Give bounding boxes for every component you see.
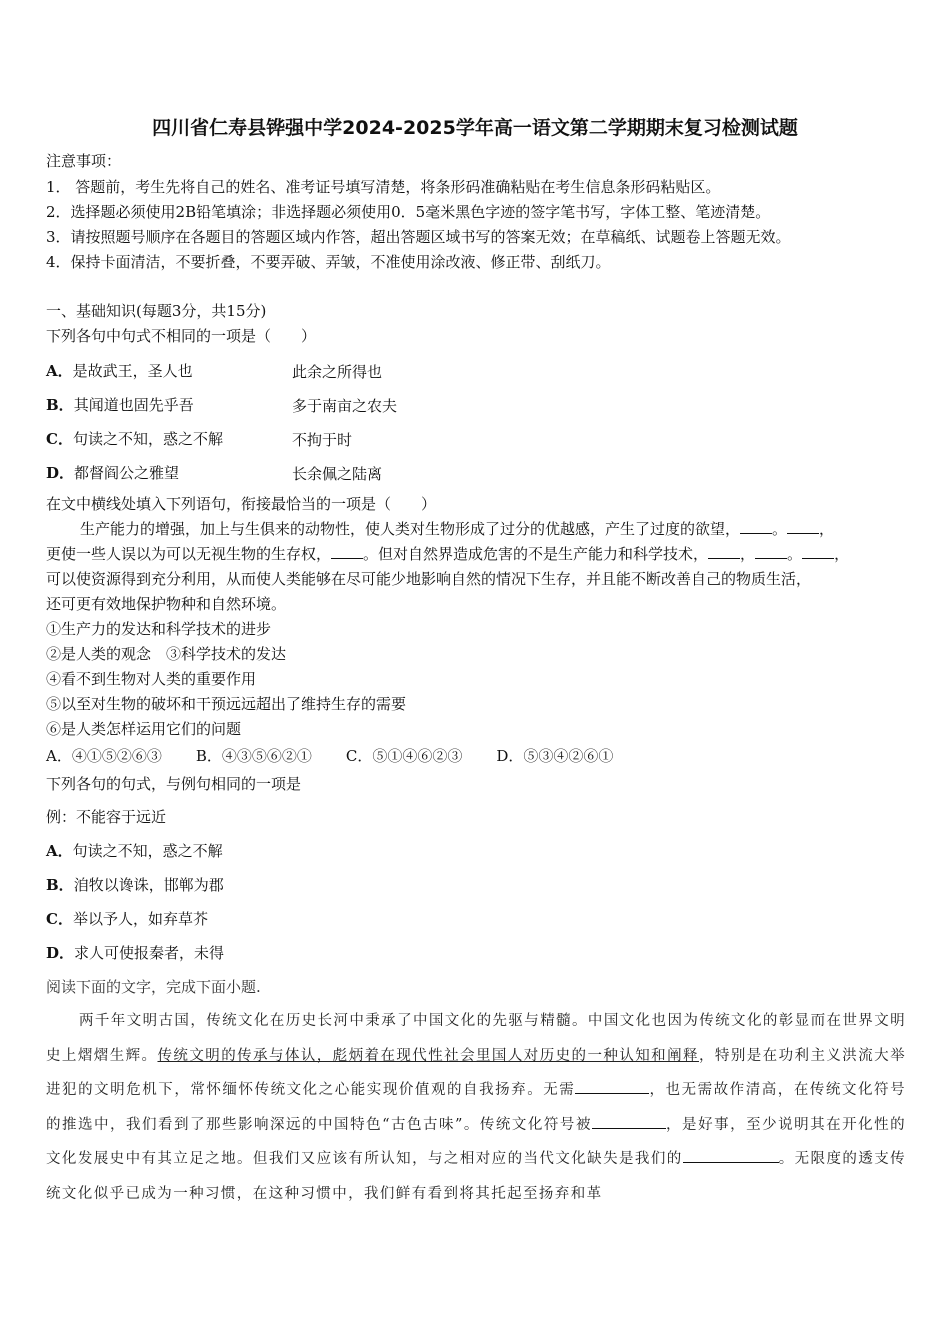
option-left: 是故武王，圣人也 [72, 362, 193, 380]
option-c [46, 429, 223, 449]
q2-text-line-1 [80, 519, 834, 539]
option-b [46, 875, 224, 895]
underlined-sentence: 传统文明的传承与体认，彪炳着在现代性社会里国人对历史的一种认知和阐释 [157, 1047, 699, 1064]
reading-instruction: 阅读下面的文字，完成下面小题. [46, 978, 261, 996]
reading-passage [46, 1004, 906, 1211]
notice-item: 3．请按照题号顺序在各题目的答题区域内作答，超出答题区域书写的答案无效；在草稿纸、试题卷上答题无效。 [46, 228, 791, 246]
question-stem: 在文中横线处填入下列语句，衔接最恰当的一项是（ ） [46, 495, 437, 513]
answer-option: D．⑤③④②⑥① [496, 747, 614, 765]
notice-item: 2．选择题必须使用2B铅笔填涂；非选择题必须使用0．5毫米黑色字迹的签字笔书写，字体工整、笔迹清楚。 [46, 203, 771, 221]
answer-blank [755, 544, 787, 559]
page-title: 四川省仁寿县铧强中学2024-2025学年高一语文第二学期期末复习检测试题 [152, 117, 798, 139]
option-left: 都督阎公之雅望 [74, 464, 180, 482]
q2-answer-options [46, 745, 647, 766]
question-stem: 下列各句中句式不相同的一项是（ ） [46, 327, 317, 345]
option-label: C． [46, 910, 73, 928]
option-label: A． [46, 362, 73, 380]
answer-blank [740, 519, 772, 534]
option-label: D． [46, 944, 75, 962]
option-label: C． [46, 430, 73, 448]
option-label: A． [46, 842, 73, 860]
q2-text: ， [819, 520, 835, 538]
option-left: 其闻道也固先乎吾 [73, 396, 194, 414]
q2-text-line-2 [46, 544, 849, 564]
option-b [46, 395, 194, 415]
option-a-right: 此余之所得也 [292, 363, 383, 381]
answer-option: B．④③⑤⑥②① [195, 747, 312, 765]
notice-heading: 注意事项： [46, 152, 122, 170]
question-stem: 下列各句的句式，与例句相同的一项是 [46, 775, 302, 793]
q2-text: 生产能力的增强，加上与生俱来的动物性，使人类对生物形成了过分的优越感，产生了过度的欲望， [80, 520, 741, 538]
option-left: 句读之不知，惑之不解 [72, 430, 223, 448]
q2-text-line-3: 可以使资源得到充分利用，从而使人类能够在尽可能少地影响自然的情况下生存，并且能不断改善自己的物质生活， [46, 570, 812, 588]
q2-text: 。 [772, 520, 788, 538]
option-a [46, 361, 193, 381]
option-d [46, 463, 179, 483]
q2-item: ⑤以至对生物的破坏和干预远远超出了维持生存的需要 [46, 695, 407, 713]
option-text: 举以予人，如弃草芥 [72, 910, 208, 928]
q2-text: 。但对自然界造成危害的不是生产能力和科学技术， [363, 545, 709, 563]
section-heading: 一、基础知识(每题3分，共15分) [46, 302, 267, 320]
answer-blank [802, 544, 834, 559]
passage-text: 两千年文明古国，传统文化在历史长河中秉承了中国文化的先驱与精髓。中国文化也因为传统文化的彰显而在世界文明史上熠熠生辉。 [46, 1013, 906, 1064]
option-c-right: 不拘于时 [292, 431, 353, 449]
q2-text-line-4: 还可更有效地保护物种和自然环境。 [46, 595, 287, 613]
option-text: 洎牧以谗诛，邯郸为郡 [73, 876, 224, 894]
answer-blank [787, 519, 819, 534]
q2-text: 。 [787, 545, 803, 563]
option-text: 句读之不知，惑之不解 [72, 842, 223, 860]
option-c [46, 909, 208, 929]
q2-item: ④看不到生物对人类的重要作用 [46, 670, 257, 688]
q2-text: ， [740, 545, 756, 563]
option-d-right: 长余佩之陆离 [292, 465, 383, 483]
answer-blank [683, 1148, 779, 1163]
example-sentence: 例：不能容于远近 [46, 808, 167, 826]
notice-item: 1． 答题前，考生先将自己的姓名、准考证号填写清楚，将条形码准确粘贴在考生信息条形码粘贴区。 [46, 178, 721, 196]
passage-text: 。无限度的透支传统文化似乎已成为一种习惯，在这种习惯中，我们鲜有看到将其托起至扬弃和革 [46, 1151, 907, 1202]
passage-text: ，也无需故作清高，在传统文化符号的推选中，我们看到了那些影响深远的中国特色“古色古味”。传统文化符号被 [46, 1082, 906, 1133]
passage-text: ，特别是在功利主义洪流大举进犯的文明危机下，常怀缅怀传统文化之心能实现价值观的自我扬弃。无需 [46, 1047, 906, 1098]
option-d [46, 943, 224, 963]
q2-item: ②是人类的观念 ③科学技术的发达 [46, 645, 287, 663]
option-label: B． [46, 396, 74, 414]
option-label: D． [46, 464, 75, 482]
option-text: 求人可使报秦者，未得 [74, 944, 225, 962]
option-label: B． [46, 876, 74, 894]
answer-blank [708, 544, 740, 559]
notice-item: 4．保持卡面清洁，不要折叠，不要弄破、弄皱，不准使用涂改液、修正带、刮纸刀。 [46, 253, 611, 271]
q2-text: 更使一些人误以为可以无视生物的生存权， [46, 545, 332, 563]
answer-blank [592, 1114, 666, 1129]
q2-item: ⑥是人类怎样运用它们的问题 [46, 720, 242, 738]
answer-blank [575, 1079, 649, 1094]
q2-item: ①生产力的发达和科学技术的进步 [46, 620, 272, 638]
q2-text: ， [834, 545, 850, 563]
passage-text: ，是好事，至少说明其在开化性的文化发展史中有其立足之地。但我们又应该有所认知，与之相对应的当代文化缺失是我们的 [46, 1116, 907, 1167]
answer-blank [331, 544, 363, 559]
answer-option: A．④①⑤②⑥③ [46, 747, 162, 765]
answer-option: C．⑤①④⑥②③ [345, 747, 463, 765]
option-a [46, 841, 223, 861]
option-b-right: 多于南亩之农夫 [292, 397, 398, 415]
